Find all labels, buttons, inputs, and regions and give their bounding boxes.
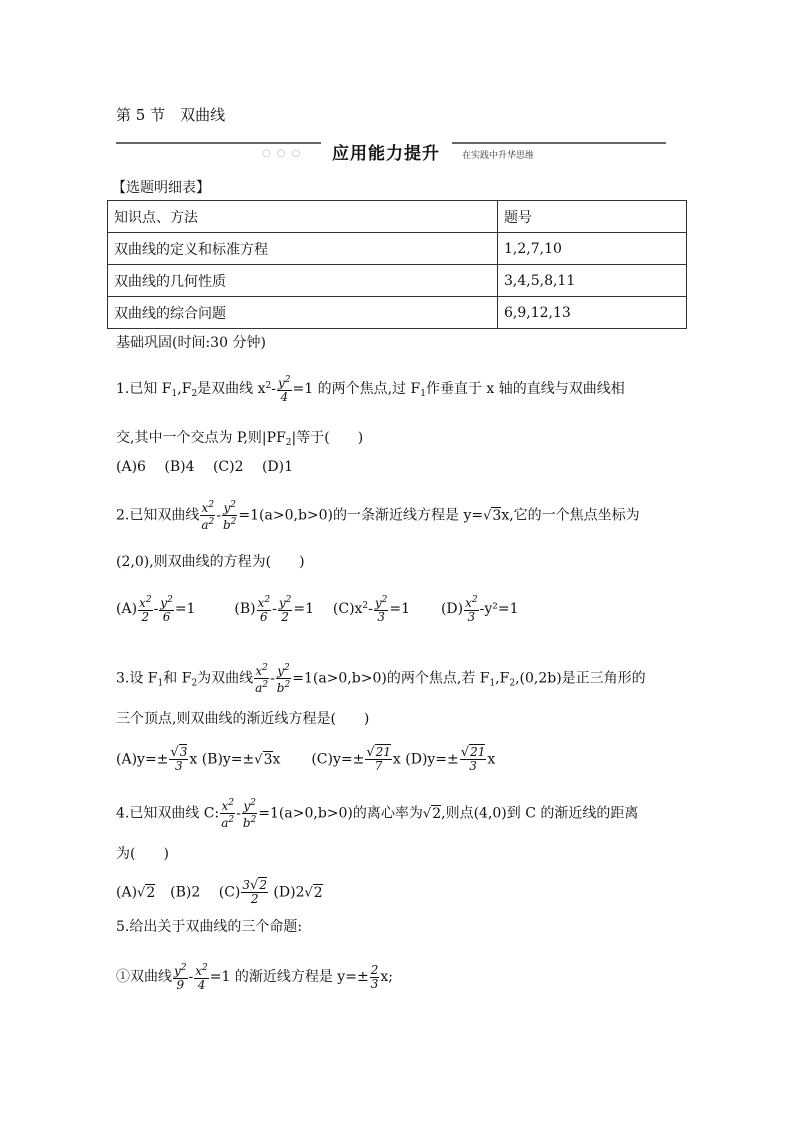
table-cell: 双曲线的综合问题 <box>108 297 498 329</box>
question-4-line-1: 4.已知双曲线 C: $\frac{x^2}{a^2}$ - $\frac{y^2}{b^2}$ =1(a>0,b>0)的离心率为√2,则点(4,0)到 C 的渐近线的距离 <box>116 798 639 830</box>
banner-slogan: 在实践中升华思维 <box>462 151 535 161</box>
banner-line-right <box>452 142 666 144</box>
basic-section-heading: 基础巩固(时间:30 分钟) <box>116 335 266 351</box>
fraction: $\frac{x^2}{a^2}$ <box>201 500 215 532</box>
table-header-cell: 知识点、方法 <box>108 201 498 233</box>
table-cell: 1,2,7,10 <box>498 233 687 265</box>
question-3-line-1: 3.设 $F_1$和 $F_2$为双曲线 $\frac{x^2}{a^2}$ - $\frac{y^2}{b^2}$ =1(a>0,b>0)的两个焦点,若 $F_1,F_2,(0,2b)$是正三角形的 <box>116 663 646 695</box>
table-heading: 【选题明细表】 <box>112 180 210 196</box>
option-b: (B) $\frac{x^2}{6}$ - $\frac{y^2}{2}$ =1 <box>234 595 314 624</box>
banner-title: 应用能力提升 <box>332 144 440 164</box>
table-header-cell: 题号 <box>498 201 687 233</box>
table-header-row <box>108 201 687 233</box>
question-3-line-2: 三个顶点,则双曲线的渐近线方程是( ) <box>116 711 370 727</box>
table-cell: 双曲线的定义和标准方程 <box>108 233 498 265</box>
option-c: $(C)x^2-$ $\frac{y^2}{3}$ =1 <box>332 595 411 624</box>
question-4-options: (A)√2 (B)2 (C) $\frac{3√2}{2}$ (D)2√2 <box>116 878 323 906</box>
table-row <box>108 265 687 297</box>
question-2-line-2: (2,0),则双曲线的方程为( ) <box>116 554 305 570</box>
table-cell: 6,9,12,13 <box>498 297 687 329</box>
banner-dots: ○○○ <box>262 148 307 159</box>
question-1-line-2: 交,其中一个交点为 P,则$|PF_2|$等于( ) <box>116 430 364 448</box>
topic-table <box>107 200 687 329</box>
question-1-line-1: 1.已知 $F_1,F_2$是双曲线 $x^2-$ $\frac{y^2}{4}$ =1 的两个焦点,过 $F_1$作垂直于 x 轴的直线与双曲线相 <box>116 375 625 404</box>
option-a: (A) $\frac{x^2}{2}$ - $\frac{y^2}{6}$ =1 <box>116 595 196 624</box>
question-3-options: (A)y=± $\frac{√3}{3}$ x (B)y=±√3x (C)y=± $\frac{√21}{7}$ x (D)y=± $\frac{√21}{3}$ x <box>116 745 496 773</box>
fraction: $\frac{y^2}{4}$ <box>278 375 291 404</box>
banner-line-left <box>116 142 321 144</box>
question-2-line-1: 2.已知双曲线 $\frac{x^2}{a^2}$ - $\frac{y^2}{b^2}$ =1(a>0,b>0)的一条渐近线方程是 y=√3x,它的一个焦点坐标为 <box>116 500 640 532</box>
fraction: $\frac{y^2}{b^2}$ <box>222 500 237 532</box>
section-title: 第 5 节 双曲线 <box>116 106 226 124</box>
option-d: (D) $\frac{x^2}{3}$ -y²=1 <box>440 595 519 624</box>
question-4-line-2: 为( ) <box>116 846 169 862</box>
table-cell: 双曲线的几何性质 <box>108 265 498 297</box>
question-2-options <box>116 594 519 624</box>
table-row <box>108 233 687 265</box>
question-5-proposition-1: ①双曲线 $\frac{y^2}{9}$ - $\frac{x^2}{4}$ =1 的渐近线方程是 y=± $\frac{2}{3}$ x; <box>116 962 393 992</box>
table-cell: 3,4,5,8,11 <box>498 265 687 297</box>
question-1-options: (A)6 (B)4 (C)2 (D)1 <box>116 459 294 475</box>
table-row <box>108 297 687 329</box>
question-5-intro: 5.给出关于双曲线的三个命题: <box>116 919 303 935</box>
